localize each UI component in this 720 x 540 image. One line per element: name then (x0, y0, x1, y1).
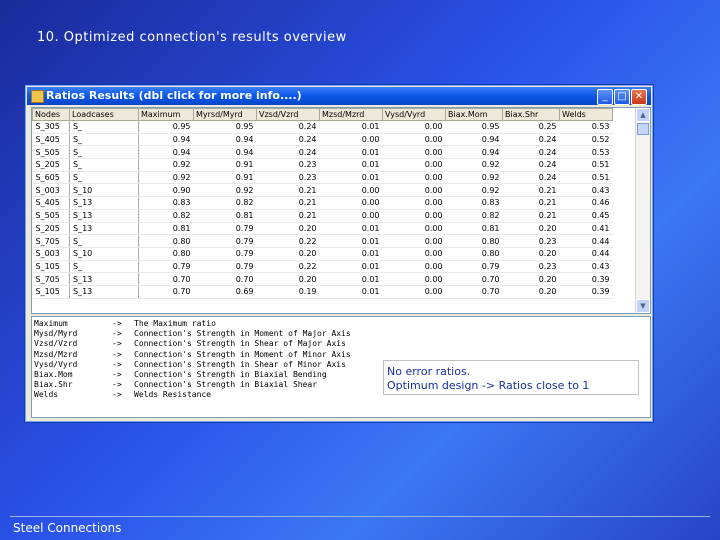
table-cell: 0.80 (139, 247, 194, 260)
table-cell: S_405 (33, 197, 70, 210)
table-cell: 0.00 (320, 133, 383, 146)
table-cell: 0.70 (446, 285, 503, 298)
table-cell: 0.00 (320, 209, 383, 222)
table-cell: S_13 (70, 197, 139, 210)
table-cell: 0.83 (446, 197, 503, 210)
legend-arrow: -> (112, 349, 122, 359)
table-cell: S_10 (70, 247, 139, 260)
table-cell: 0.70 (139, 273, 194, 286)
table-cell: 0.80 (139, 235, 194, 248)
table-cell: 0.39 (560, 285, 613, 298)
table-cell: 0.92 (194, 184, 257, 197)
table-cell: 0.43 (560, 184, 613, 197)
table-cell: S_ (70, 121, 139, 134)
table-row[interactable] (33, 133, 613, 146)
table-cell: 0.53 (560, 146, 613, 159)
legend-abbr: Mysd/Myrd (34, 329, 78, 339)
table-cell: 0.22 (257, 260, 320, 273)
table-cell: 0.01 (320, 235, 383, 248)
table-cell: 0.00 (383, 171, 446, 184)
table-cell: 0.00 (383, 197, 446, 210)
table-cell: S_ (70, 133, 139, 146)
table-cell: 0.70 (446, 273, 503, 286)
table-cell: 0.79 (194, 260, 257, 273)
table-cell: 0.69 (194, 285, 257, 298)
table-cell: S_305 (33, 121, 70, 134)
table-cell: 0.92 (139, 171, 194, 184)
table-cell: 0.21 (503, 209, 560, 222)
table-cell: 0.01 (320, 273, 383, 286)
legend-line (34, 329, 351, 338)
legend-desc: Connection's Strength in Shear of Major Axis (134, 339, 346, 349)
table-cell: S_13 (70, 273, 139, 286)
table-cell: 0.00 (383, 146, 446, 159)
table-cell: 0.20 (257, 222, 320, 235)
table-row[interactable] (33, 146, 613, 159)
legend-desc: Connection's Strength in Moment of Major Axis (134, 329, 351, 339)
table-cell: S_505 (33, 146, 70, 159)
slide-title: 10. Optimized connection's results overview (37, 30, 347, 45)
table-cell: 0.80 (446, 235, 503, 248)
table-cell: 0.70 (194, 273, 257, 286)
table-cell: S_705 (33, 273, 70, 286)
table-cell: 0.00 (383, 121, 446, 134)
table-row[interactable] (33, 197, 613, 210)
table-cell: 0.20 (257, 247, 320, 260)
table-cell: 0.23 (257, 159, 320, 172)
table-cell: 0.80 (446, 247, 503, 260)
table-cell: 0.23 (257, 171, 320, 184)
table-cell: S_205 (33, 222, 70, 235)
table-cell: 0.20 (503, 273, 560, 286)
legend-abbr: Maximum (34, 319, 68, 328)
table-cell: 0.21 (503, 184, 560, 197)
legend-desc: Connection's Strength in Shear of Minor Axis (134, 359, 346, 369)
table-cell: S_ (70, 146, 139, 159)
table-row[interactable] (33, 247, 613, 260)
table-cell: 0.94 (194, 133, 257, 146)
table-cell: 0.00 (383, 184, 446, 197)
app-icon (31, 90, 44, 103)
table-row[interactable] (33, 273, 613, 286)
table-cell: 0.44 (560, 247, 613, 260)
legend-arrow: -> (112, 329, 122, 339)
table-cell: 0.21 (257, 184, 320, 197)
legend-arrow: -> (112, 390, 122, 400)
table-cell: S_105 (33, 285, 70, 298)
table-cell: 0.82 (446, 209, 503, 222)
table-cell: 0.46 (560, 197, 613, 210)
table-cell: 0.94 (139, 133, 194, 146)
legend-arrow: -> (112, 370, 122, 379)
table-cell: 0.92 (139, 159, 194, 172)
table-cell: 0.52 (560, 133, 613, 146)
table-cell: 0.90 (139, 184, 194, 197)
legend-line (34, 370, 327, 379)
note-line-1: No error ratios. (387, 365, 471, 378)
table-cell: 0.70 (139, 285, 194, 298)
table-cell: S_ (70, 159, 139, 172)
table-cell: 0.92 (446, 171, 503, 184)
table-cell: 0.01 (320, 247, 383, 260)
table-cell: 0.91 (194, 171, 257, 184)
table-row[interactable] (33, 209, 613, 222)
column-header[interactable]: Loadcases (70, 109, 139, 121)
table-cell: 0.83 (139, 197, 194, 210)
table-cell: 0.00 (383, 285, 446, 298)
table-cell: 0.41 (560, 222, 613, 235)
column-header[interactable]: Myrsd/Myrd (194, 109, 257, 121)
table-cell: 0.24 (503, 146, 560, 159)
table-cell: S_13 (70, 222, 139, 235)
table-row[interactable] (33, 260, 613, 273)
legend-abbr: Biax.Mom (34, 370, 73, 379)
table-cell: 0.82 (139, 209, 194, 222)
table-cell: 0.00 (320, 197, 383, 210)
table-cell: 0.79 (139, 260, 194, 273)
table-cell: 0.24 (257, 146, 320, 159)
window-titlebar[interactable] (27, 87, 651, 105)
table-cell: 0.44 (560, 235, 613, 248)
table-cell: 0.01 (320, 222, 383, 235)
table-cell: 0.24 (503, 171, 560, 184)
table-cell: 0.01 (320, 121, 383, 134)
legend-desc: Connection's Strength in Biaxial Bending (134, 370, 327, 379)
table-cell: 0.25 (503, 121, 560, 134)
column-header[interactable]: Mzsd/Mzrd (320, 109, 383, 121)
table-cell: 0.21 (503, 197, 560, 210)
table-row[interactable] (33, 171, 613, 184)
table-cell: 0.00 (383, 260, 446, 273)
table-row[interactable] (33, 222, 613, 235)
legend-abbr: Welds (34, 390, 59, 400)
legend-abbr: Biax.Shr (34, 380, 73, 390)
table-cell: 0.94 (139, 146, 194, 159)
window-title: Ratios Results (dbl click for more info....) (46, 89, 302, 102)
legend-line (34, 380, 317, 389)
table-cell: 0.00 (383, 209, 446, 222)
table-cell: 0.45 (560, 209, 613, 222)
column-header[interactable]: Maximum (139, 109, 194, 121)
column-header[interactable]: Biax.Mom (446, 109, 503, 121)
column-header[interactable]: Welds (560, 109, 613, 121)
column-header[interactable]: Nodes (33, 109, 70, 121)
table-cell: 0.20 (503, 222, 560, 235)
table-cell: 0.94 (194, 146, 257, 159)
table-cell: 0.51 (560, 159, 613, 172)
table-row[interactable] (33, 121, 613, 134)
table-cell: 0.23 (503, 235, 560, 248)
table-cell: 0.22 (257, 235, 320, 248)
table-cell: 0.39 (560, 273, 613, 286)
table-cell: 0.23 (503, 260, 560, 273)
table-cell: 0.95 (139, 121, 194, 134)
legend-arrow: -> (112, 380, 122, 390)
table-cell: 0.79 (194, 222, 257, 235)
table-cell: 0.01 (320, 285, 383, 298)
table-cell: 0.19 (257, 285, 320, 298)
table-cell: S_13 (70, 285, 139, 298)
table-cell: 0.81 (139, 222, 194, 235)
scroll-thumb[interactable] (637, 123, 649, 135)
table-cell: 0.00 (383, 247, 446, 260)
table-cell: 0.82 (194, 197, 257, 210)
table-cell: 0.00 (383, 235, 446, 248)
table-cell: 0.00 (383, 159, 446, 172)
legend-line (34, 339, 346, 348)
legend-abbr: Vysd/Vyrd (34, 359, 78, 369)
legend-line (34, 390, 211, 399)
table-cell: 0.95 (446, 121, 503, 134)
table-cell: 0.24 (503, 159, 560, 172)
table-cell: 0.24 (257, 121, 320, 134)
close-button[interactable]: ✕ (631, 89, 647, 105)
table-cell: 0.00 (320, 184, 383, 197)
legend-desc: Welds Resistance (134, 390, 212, 400)
column-header[interactable]: Vzsd/Vzrd (257, 109, 320, 121)
legend-arrow: -> (112, 319, 122, 328)
column-header[interactable]: Biax.Shr (503, 109, 560, 121)
table-cell: 0.53 (560, 121, 613, 134)
table-cell: 0.51 (560, 171, 613, 184)
table-row[interactable] (33, 285, 613, 298)
table-cell: 0.43 (560, 260, 613, 273)
table-cell: 0.24 (257, 133, 320, 146)
table-cell: 0.20 (257, 273, 320, 286)
legend-desc: Connection's Strength in Moment of Minor Axis (134, 349, 351, 359)
minimize-button[interactable]: _ (597, 89, 613, 105)
legend-desc: Connection's Strength in Biaxial Shear (134, 380, 318, 390)
table-cell: 0.01 (320, 260, 383, 273)
table-row[interactable] (33, 235, 613, 248)
table-cell: S_003 (33, 184, 70, 197)
table-cell: 0.21 (257, 197, 320, 210)
table-cell: 0.79 (194, 235, 257, 248)
header-row (33, 109, 613, 121)
table-cell: 0.00 (383, 222, 446, 235)
table-cell: S_ (70, 260, 139, 273)
results-table (32, 108, 613, 299)
column-header[interactable]: Vysd/Vyrd (383, 109, 446, 121)
legend-line (34, 360, 346, 369)
table-cell: 0.01 (320, 171, 383, 184)
table-cell: S_505 (33, 209, 70, 222)
table-cell: S_13 (70, 209, 139, 222)
table-cell: 0.21 (257, 209, 320, 222)
table-row[interactable] (33, 159, 613, 172)
table-cell: S_705 (33, 235, 70, 248)
table-cell: S_ (70, 171, 139, 184)
scroll-up-icon[interactable]: ▲ (636, 108, 650, 122)
table-cell: S_003 (33, 247, 70, 260)
scroll-down-icon[interactable]: ▼ (636, 299, 650, 313)
table-cell: S_ (70, 235, 139, 248)
table-cell: 0.95 (194, 121, 257, 134)
table-cell: S_605 (33, 171, 70, 184)
table-cell: 0.91 (194, 159, 257, 172)
table-cell: 0.79 (194, 247, 257, 260)
table-cell: 0.94 (446, 133, 503, 146)
legend-line (34, 350, 351, 359)
legend-abbr: Mzsd/Mzrd (34, 349, 78, 359)
legend-abbr: Vzsd/Vzrd (34, 339, 78, 349)
table-cell: 0.20 (503, 285, 560, 298)
table-cell: 0.81 (194, 209, 257, 222)
table-cell: 0.01 (320, 159, 383, 172)
note-line-2: Optimum design -> Ratios close to 1 (387, 379, 590, 392)
footer-text: Steel Connections (13, 521, 122, 535)
results-grid[interactable] (31, 107, 651, 314)
table-cell: 0.24 (503, 133, 560, 146)
table-cell: S_10 (70, 184, 139, 197)
legend-line (34, 319, 216, 328)
table-cell: S_405 (33, 133, 70, 146)
table-row[interactable] (33, 184, 613, 197)
legend-arrow: -> (112, 339, 122, 349)
legend-desc: The Maximum ratio (134, 319, 216, 328)
table-cell: 0.20 (503, 247, 560, 260)
vertical-scrollbar[interactable] (635, 108, 650, 313)
table-cell: 0.01 (320, 146, 383, 159)
legend-arrow: -> (112, 359, 122, 369)
maximize-button[interactable]: □ (614, 89, 630, 105)
table-cell: 0.92 (446, 159, 503, 172)
note-box (383, 360, 639, 395)
table-cell: 0.00 (383, 273, 446, 286)
table-cell: 0.94 (446, 146, 503, 159)
footer-divider (10, 516, 710, 517)
table-cell: 0.92 (446, 184, 503, 197)
table-cell: 0.81 (446, 222, 503, 235)
table-cell: 0.79 (446, 260, 503, 273)
table-cell: S_105 (33, 260, 70, 273)
table-cell: 0.00 (383, 133, 446, 146)
table-cell: S_205 (33, 159, 70, 172)
